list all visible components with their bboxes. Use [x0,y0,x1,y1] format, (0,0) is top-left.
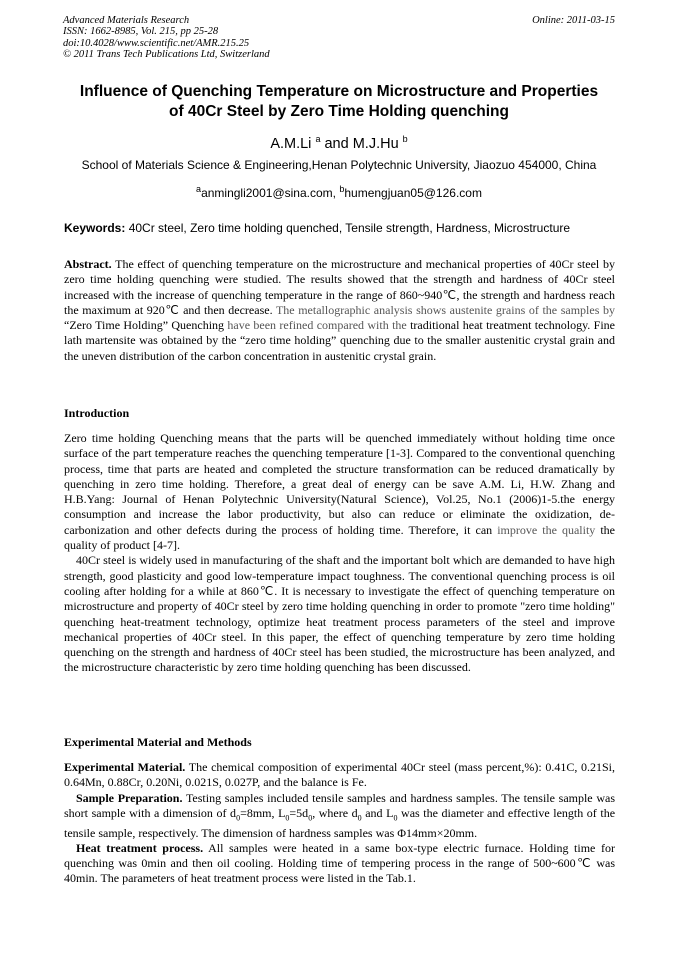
email-line [40,181,638,201]
author-list [40,130,638,153]
email-2-mark: b [339,184,345,194]
keywords [64,220,616,236]
material-paragraph [64,760,615,791]
preparation-text-e: and L [365,805,394,820]
affiliation: School of Materials Science & Engineering,Henan Polytechnic University, Jiaozuo 454000, China [81,158,597,172]
email-1: anmingli2001@sina.com, [201,186,336,200]
subscript-d0-3: 0 [357,813,362,823]
heat-treatment-text: All samples were heated in a same box-type electric furnace. Holding time for quenching was 0min and then oil cooling. Holding time of tempering process in the range of 500~600℃ was 40min. The parameters of heat treatment process were listed in the Tab.1. [64,840,615,886]
subscript-l0: 0 [285,813,290,823]
abstract-label: Abstract. [64,257,112,271]
experimental-heading: Experimental Material and Methods [64,735,252,749]
intro-paragraph-1 [64,431,615,553]
author-2: M.J.Hu [352,135,399,152]
preparation-paragraph [64,791,615,841]
intro-text-gray: improve the quality [497,522,596,537]
material-text: The chemical composition of experimental 40Cr steel (mass percent,%): 0.41C, 0.21Si, 0.64Mn, 0.88Cr, 0.20Ni, 0.021S, 0.027P, and the balance is Fe. [64,760,615,790]
title-line-2: of 40Cr Steel by Zero Time Holding quenching [169,103,509,120]
author-1: A.M.Li [270,135,312,152]
abstract-text-1: The effect of quenching temperature on the microstructure and mechanical properties of 40Cr steel by zero time holding quenching were studied. The results showed that the strength and hardness of 40Cr steel increased with the increase of quenching temperature in the range of 860~940℃, the strength and hardness reach the maximum at 920℃ and then decrease. [64,257,615,317]
experimental-section [64,760,615,887]
preparation-text-d: , where d [312,805,358,820]
intro-text-1a: Zero time holding Quenching means that the parts will be quenched immediately without holding time once surface of the part temperature reaches the quenching temperature [1-3]. Compared to the conventional quenching process, time that parts are heated and completed the structure transformation can be reduced dramatically by quenching in zero time holding. Therefore, a great deal of energy can be save A.M. Li, H.W. Zhang and H.B.Yang: Journal of Henan Polytechnic University(Natural Science), Vol.25, No.1 (2006)1-5.the energy consumption and increase the labor productivity, but also can reduce or eliminate the oxidization, de-carbonization and other defects during the process of holding time. Therefore, it can [64,431,615,537]
journal-name: Advanced Materials Research [63,15,190,26]
preparation-text-c: =5d [289,805,309,820]
keywords-text: 40Cr steel, Zero time holding quenched, Tensile strength, Hardness, Microstructure [128,221,571,235]
online-date: Online: 2011-03-15 [532,15,615,26]
keywords-label: Keywords: [64,221,126,235]
subscript-l0-2: 0 [393,813,398,823]
paper-title [40,82,638,122]
intro-paragraph-2: 40Cr steel is widely used in manufacturing of the shaft and the important bolt which are demanded to have high strength, good plasticity and good low-temperature impact toughness. The conventional quenching process is oil cooling after holding for a while at 860℃. It is necessary to investigate the effect of quenching temperature on microstructure and property of 40Cr steel by zero time holding quenching in order to promote "zero time holding" quenching heat-treatment technology, optimize heat treatment process parameters of the steel and improve mechanical properties of 40Cr steel. In this paper, the effect of quenching temperature by zero time holding quenching on the strength and hardness of 40Cr steel has been studied, the microstructure has been analyzed, and the microstructure characteristic by zero time holding quenching has been discussed. [64,553,615,675]
preparation-label: Sample Preparation. [76,790,183,805]
heat-treatment-label: Heat treatment process. [76,840,204,855]
abstract-text-quote: “Zero Time Holding” Quenching [64,318,225,333]
abstract-text-gray-2: have been refined compared with the [227,318,407,333]
preparation-text-a: Testing samples included tensile samples and hardness samples. The tensile sample was short sample with a dimension of d [64,790,615,820]
doi-line: doi:10.4028/www.scientific.net/AMR.215.25 [63,37,250,49]
subscript-d0: 0 [236,813,241,823]
author-2-mark: b [402,134,408,144]
introduction-heading: Introduction [64,406,130,420]
issn-line: ISSN: 1662-8985, Vol. 215, pp 25-28 [63,26,219,38]
email-1-mark: a [196,184,202,194]
abstract-text-gray: The metallographic analysis shows austenite grains of the samples by [275,302,615,317]
material-label: Experimental Material. [64,760,186,774]
journal-header [63,15,270,61]
abstract-text-2: traditional heat treatment technology. Fine lath martensite was obtained by the “zero time holding” quenching due to the smaller austenitic crystal grain and the uneven distribution of the carbon concentration in austenitic crystal grain. [64,318,615,363]
copyright-line: © 2011 Trans Tech Publications Ltd, Switzerland [63,49,270,61]
email-2: humengjuan05@126.com [344,186,482,200]
introduction-section [64,431,615,676]
abstract [64,257,615,364]
author-and: and [324,135,349,152]
subscript-d0-2: 0 [308,813,313,823]
intro-text-1b: the quality of product [4-7]. [64,522,616,553]
title-line-1: Influence of Quenching Temperature on Microstructure and Properties [79,83,599,100]
preparation-text-b: =8mm, L [240,805,286,820]
author-1-mark: a [315,134,321,144]
heat-treatment-paragraph [64,841,615,887]
preparation-text-f: was the diameter and effective length of the tensile sample, respectively. The dimension of hardness samples was Φ14mm×20mm. [64,805,616,840]
